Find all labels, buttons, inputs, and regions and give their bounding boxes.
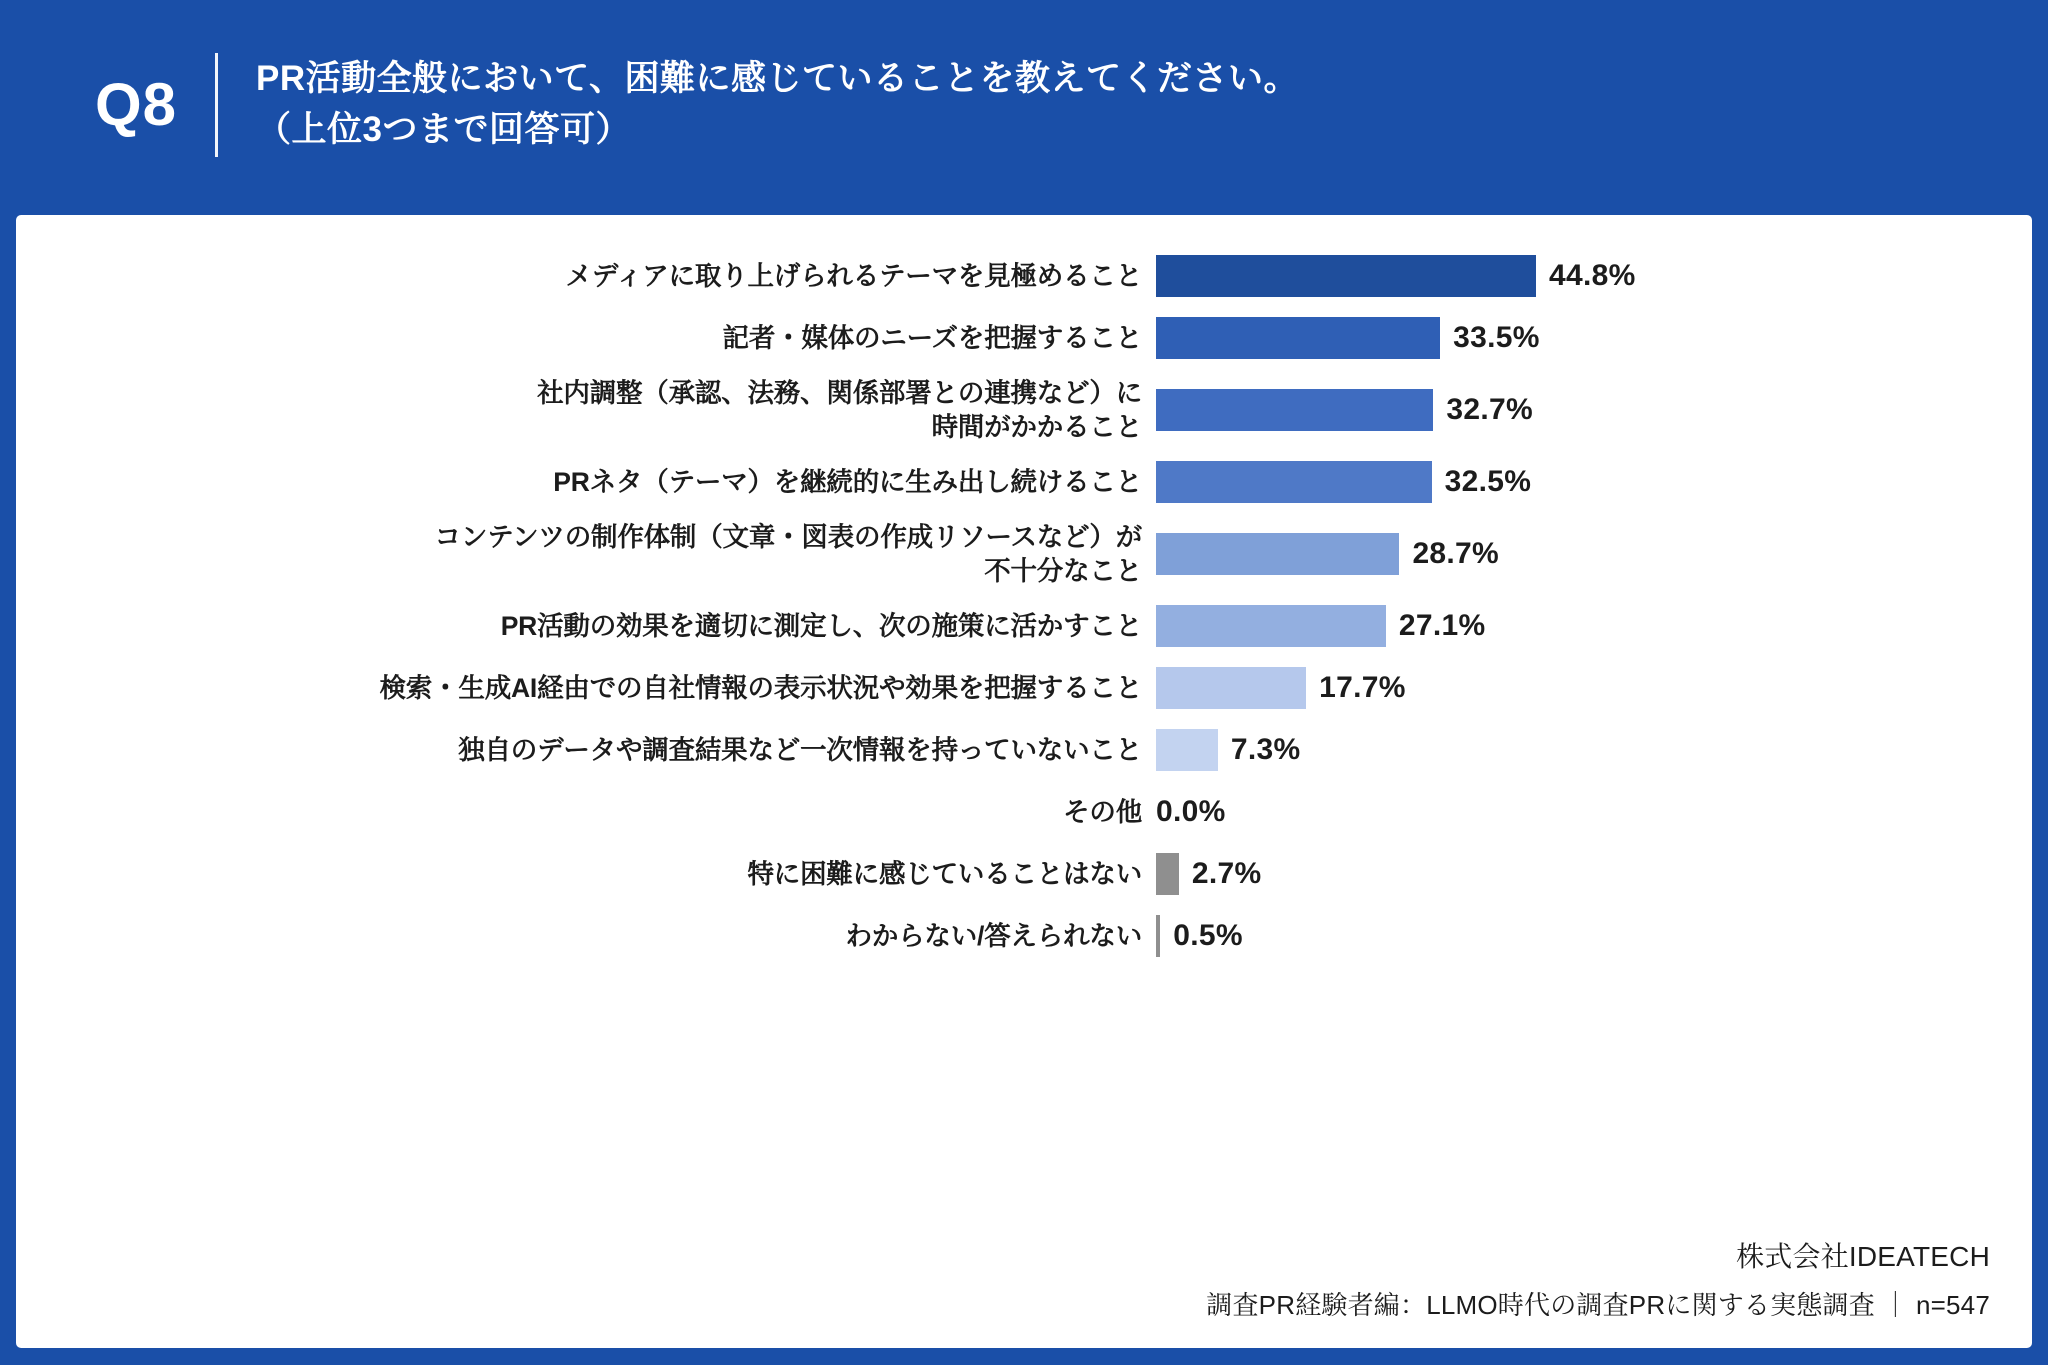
category-label-line2: 時間がかかること <box>931 412 1142 442</box>
bar-container <box>1156 317 2032 359</box>
chart-row <box>16 513 2032 595</box>
bar-container <box>1156 533 2032 575</box>
bar-container <box>1156 729 2032 771</box>
value-label: 32.5% <box>1444 465 1532 498</box>
bar-container <box>1156 667 2032 709</box>
value-label: 0.5% <box>1173 919 1243 952</box>
bar-container <box>1156 915 2032 957</box>
category-label-line1: PRネタ（テーマ）を継続的に生み出し続けること <box>553 466 1142 497</box>
category-label <box>16 520 1156 589</box>
survey-source: 調査PR経験者編：LLMO時代の調査PRに関する実態調査 ｜ n=547 <box>1206 1290 1990 1320</box>
bar <box>1156 317 1440 359</box>
category-label-line1: メディアに取り上げられるテーマを見極めること <box>565 260 1142 291</box>
value-label: 0.0% <box>1156 795 1226 828</box>
chart-card <box>16 215 2032 1348</box>
value-label: 7.3% <box>1230 733 1301 766</box>
question-title-line2: （上位3つまで回答可） <box>256 110 632 149</box>
category-label-line1: わからない/答えられない <box>845 920 1142 951</box>
question-number: Q8 <box>95 71 178 138</box>
category-label <box>16 857 1156 891</box>
header-divider <box>215 53 218 157</box>
value-label: 2.7% <box>1191 857 1262 890</box>
bar-container <box>1156 389 2032 431</box>
bar <box>1156 389 1433 431</box>
company-name: 株式会社IDEATECH <box>1736 1241 1990 1272</box>
chart-row <box>16 719 2032 781</box>
chart-footer <box>1206 1235 1990 1322</box>
category-label <box>16 321 1156 355</box>
category-label-line1: 独自のデータや調査結果など一次情報を持っていないこと <box>458 734 1142 765</box>
value-label: 33.5% <box>1453 321 1540 354</box>
bar-container <box>1156 461 2032 503</box>
category-label-line1: コンテンツの制作体制（文章・図表の作成リソースなど）が <box>434 521 1142 552</box>
category-label <box>16 733 1156 767</box>
category-label <box>16 919 1156 953</box>
chart-row <box>16 657 2032 719</box>
chart-row <box>16 905 2032 967</box>
category-label <box>16 795 1156 829</box>
category-label <box>16 671 1156 705</box>
value-label: 32.7% <box>1446 393 1533 426</box>
bar <box>1156 667 1306 709</box>
chart-row <box>16 307 2032 369</box>
chart-row <box>16 369 2032 451</box>
category-label-line1: 特に困難に感じていることはない <box>747 858 1142 889</box>
bar-container <box>1156 853 2032 895</box>
bar-chart <box>16 245 2032 967</box>
category-label <box>16 609 1156 643</box>
category-label-line2: 不十分なこと <box>984 556 1142 586</box>
slide-header <box>0 0 2048 210</box>
question-title <box>256 54 1299 156</box>
bar <box>1156 915 1160 957</box>
bar <box>1156 461 1432 503</box>
category-label-line1: PR活動の効果を適切に測定し、次の施策に活かすこと <box>500 610 1142 641</box>
chart-row <box>16 451 2032 513</box>
bar <box>1156 255 1536 297</box>
value-label: 27.1% <box>1398 609 1486 642</box>
category-label-line1: その他 <box>1063 796 1142 827</box>
chart-row <box>16 781 2032 843</box>
category-label-line1: 検索・生成AI経由での自社情報の表示状況や効果を把握すること <box>379 672 1142 703</box>
bar <box>1156 605 1386 647</box>
bar <box>1156 533 1399 575</box>
bar <box>1156 853 1179 895</box>
bar-container <box>1156 791 2032 833</box>
value-label: 17.7% <box>1319 671 1406 704</box>
category-label <box>16 376 1156 445</box>
chart-row <box>16 595 2032 657</box>
chart-row <box>16 245 2032 307</box>
value-label: 44.8% <box>1549 259 1636 292</box>
category-label <box>16 259 1156 293</box>
question-title-line1: PR活動全般において、困難に感じていることを教えてください。 <box>256 59 1299 99</box>
category-label-line1: 記者・媒体のニーズを把握すること <box>722 322 1142 353</box>
chart-row <box>16 843 2032 905</box>
bar-container <box>1156 255 2032 297</box>
category-label-line1: 社内調整（承認、法務、関係部署との連携など）に <box>537 377 1142 408</box>
category-label <box>16 465 1156 499</box>
bar-container <box>1156 605 2032 647</box>
value-label: 28.7% <box>1412 537 1500 570</box>
bar <box>1156 729 1218 771</box>
